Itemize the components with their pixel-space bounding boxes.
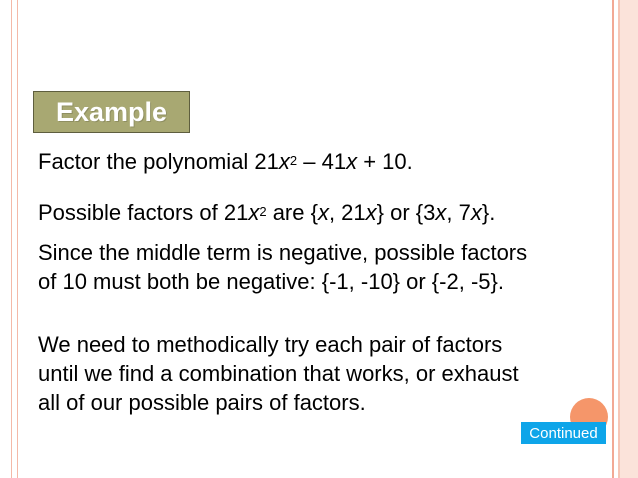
negative-factors-line-2: of 10 must both be negative: {-1, -10} or {-2, -5}. <box>38 269 504 294</box>
method-line-3: all of our possible pairs of factors. <box>38 390 366 415</box>
left-border-line <box>11 0 12 478</box>
left-border-line-inner <box>17 0 18 478</box>
possible-factors-line: Possible factors of $21x^2$ are {x, 21x} or {3x, 7x}. <box>38 200 496 225</box>
negative-factors-line-1: Since the middle term is negative, possible factors <box>38 240 528 265</box>
method-line-2: until we find a combination that works, or exhaust <box>38 361 519 386</box>
method-line-1: We need to methodically try each pair of factors <box>38 332 503 357</box>
continued-button[interactable]: Continued <box>521 422 606 444</box>
example-heading-box <box>33 91 190 133</box>
example-heading: Example <box>55 96 168 127</box>
problem-statement: Factor the polynomial $21x^2 - 41x + 10$. <box>38 149 413 174</box>
right-border-line <box>612 0 614 478</box>
right-decorative-band <box>620 0 638 478</box>
